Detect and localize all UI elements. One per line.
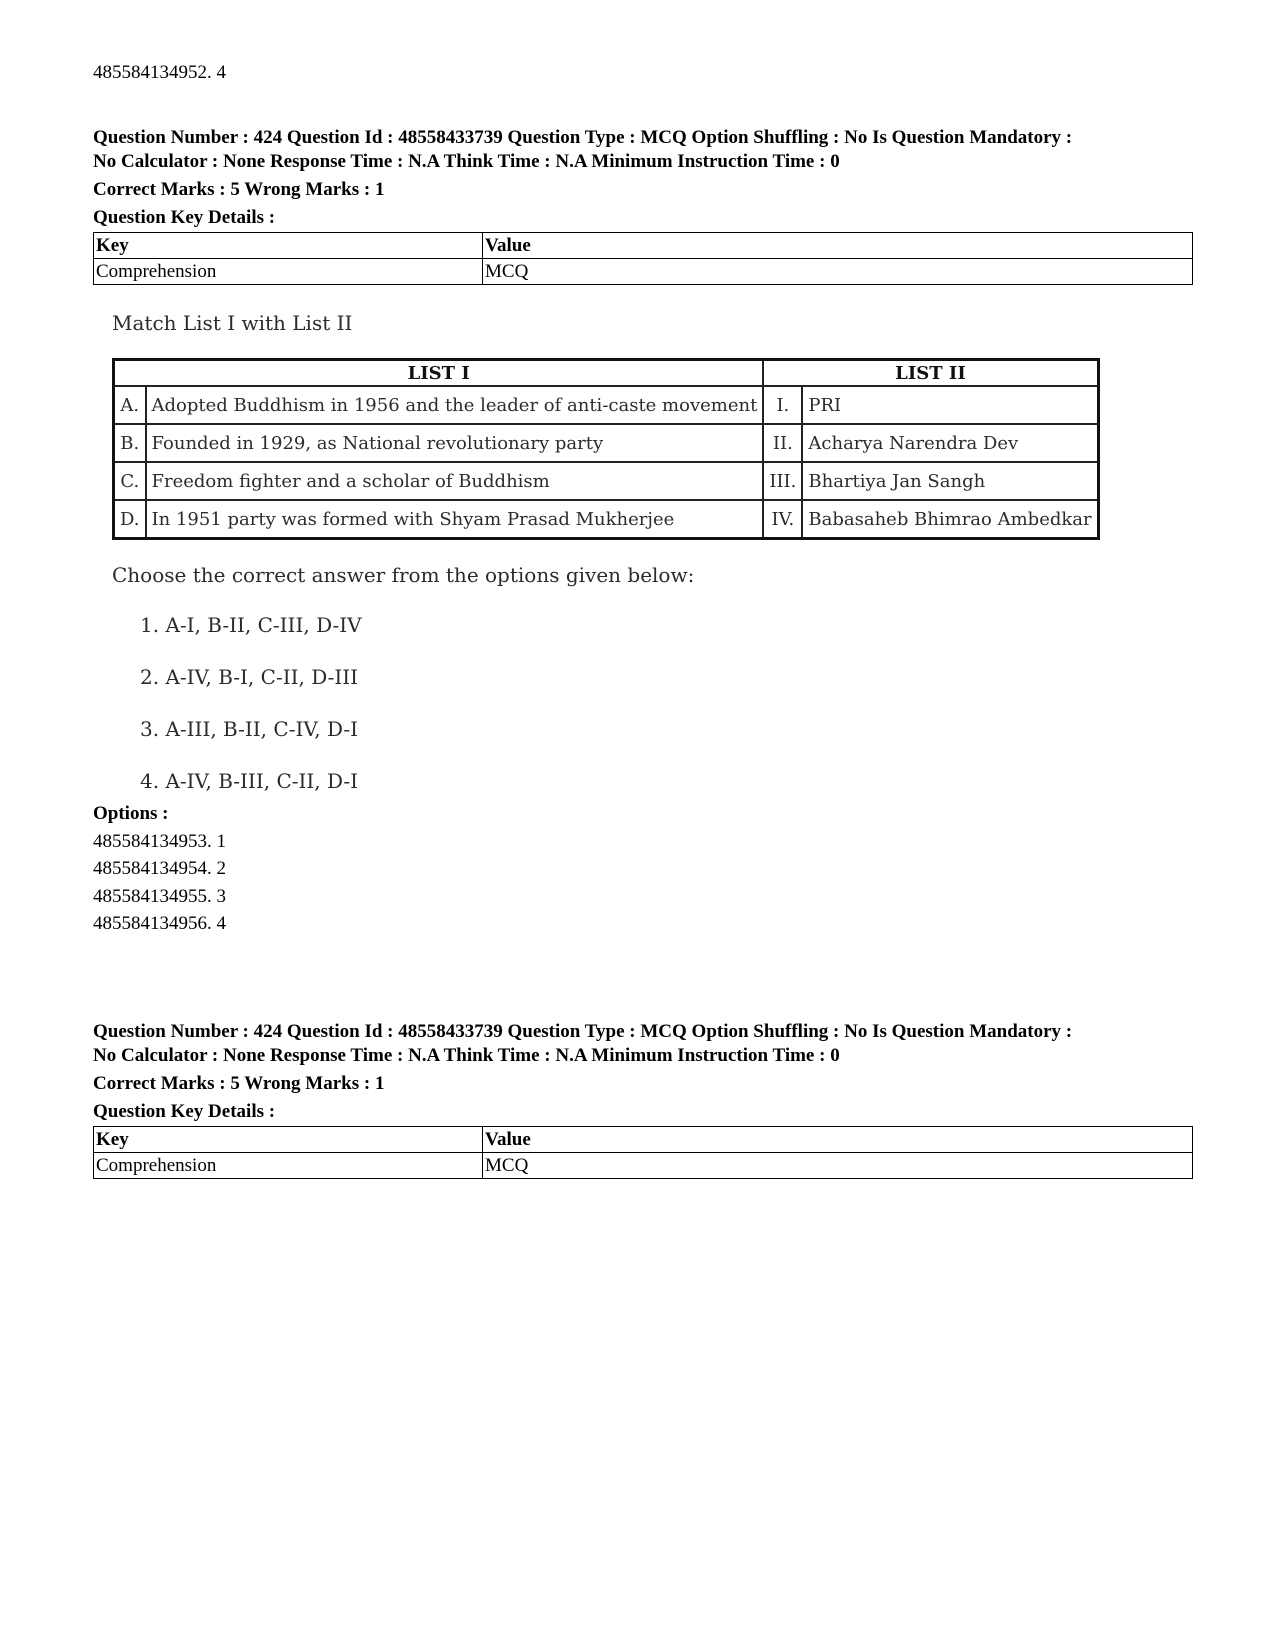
table-cell: Comprehension	[94, 259, 483, 285]
list2-label: III.	[763, 462, 802, 500]
option-item: 485584134953. 1	[93, 830, 226, 852]
answer-choices	[112, 612, 1052, 794]
table-header-cell: Key	[94, 1127, 483, 1153]
table-header-cell: Key	[94, 233, 483, 259]
table-row	[94, 259, 1193, 285]
table-row	[94, 1153, 1193, 1179]
choose-instruction: Choose the correct answer from the options given below:	[112, 563, 695, 587]
question-meta-line-1: Question Number : 424 Question Id : 48558433739 Question Type : MCQ Option Shuffling : No Is Question Mandatory :	[93, 127, 1073, 148]
question-key-table	[93, 1126, 1193, 1179]
answer-choice: 2. A-IV, B-I, C-II, D-III	[140, 665, 359, 689]
question-header-block	[93, 126, 1193, 285]
question-meta-line-2: No Calculator : None Response Time : N.A Think Time : N.A Minimum Instruction Time : 0	[93, 1045, 840, 1066]
key-details-label: Question Key Details :	[93, 207, 276, 228]
list1-text: Adopted Buddhism in 1956 and the leader of anti-caste movement	[146, 386, 764, 424]
question-meta	[93, 1020, 1193, 1068]
list2-text: Babasaheb Bhimrao Ambedkar	[802, 500, 1098, 539]
answer-choice: 1. A-I, B-II, C-III, D-IV	[140, 613, 362, 637]
question-header-block-2	[93, 1020, 1193, 1179]
options-block	[93, 800, 693, 938]
marks-line: Correct Marks : 5 Wrong Marks : 1	[93, 179, 385, 200]
list1-header: LIST I	[114, 360, 764, 387]
table-header-row	[94, 233, 1193, 259]
option-item: 485584134956. 4	[93, 913, 226, 934]
answer-choice: 3. A-III, B-II, C-IV, D-I	[140, 717, 359, 741]
table-header-row	[94, 1127, 1193, 1153]
list1-label: D.	[114, 500, 146, 539]
list2-label: IV.	[763, 500, 802, 539]
list2-label: II.	[763, 424, 802, 462]
question-image	[112, 310, 1092, 794]
table-cell: MCQ	[483, 259, 1193, 285]
question-meta-line-2: No Calculator : None Response Time : N.A Think Time : N.A Minimum Instruction Time : 0	[93, 151, 840, 172]
list2-text: Acharya Narendra Dev	[802, 424, 1098, 462]
table-row	[114, 424, 1099, 462]
table-header-cell: Value	[483, 1127, 1193, 1153]
list1-label: C.	[114, 462, 146, 500]
list2-header: LIST II	[763, 360, 1098, 387]
question-meta-line-1: Question Number : 424 Question Id : 48558433739 Question Type : MCQ Option Shuffling : No Is Question Mandatory :	[93, 1021, 1073, 1042]
list2-label: I.	[763, 386, 802, 424]
table-row	[114, 462, 1099, 500]
option-item: 485584134955. 3	[93, 885, 226, 907]
table-cell: Comprehension	[94, 1153, 483, 1179]
answer-choice: 4. A-IV, B-III, C-II, D-I	[140, 769, 359, 793]
list2-text: Bhartiya Jan Sangh	[802, 462, 1098, 500]
option-item: 485584134954. 2	[93, 858, 226, 879]
list2-text: PRI	[802, 386, 1098, 424]
table-header-cell: Value	[483, 233, 1193, 259]
list1-text: Founded in 1929, as National revolutionary party	[146, 424, 764, 462]
previous-option-line: 485584134952. 4	[93, 62, 226, 83]
list1-text: Freedom fighter and a scholar of Buddhism	[146, 462, 764, 500]
options-title: Options :	[93, 803, 169, 824]
list1-text: In 1951 party was formed with Shyam Prasad Mukherjee	[146, 500, 764, 539]
match-table	[112, 358, 1100, 540]
list1-label: A.	[114, 386, 146, 424]
list1-label: B.	[114, 424, 146, 462]
question-meta	[93, 126, 1193, 174]
table-cell: MCQ	[483, 1153, 1193, 1179]
table-row	[114, 386, 1099, 424]
match-table-header	[114, 360, 1099, 387]
question-prompt: Match List I with List II	[112, 311, 353, 335]
marks-line: Correct Marks : 5 Wrong Marks : 1	[93, 1073, 385, 1094]
table-row	[114, 500, 1099, 539]
question-key-table	[93, 232, 1193, 285]
key-details-label: Question Key Details :	[93, 1101, 276, 1122]
